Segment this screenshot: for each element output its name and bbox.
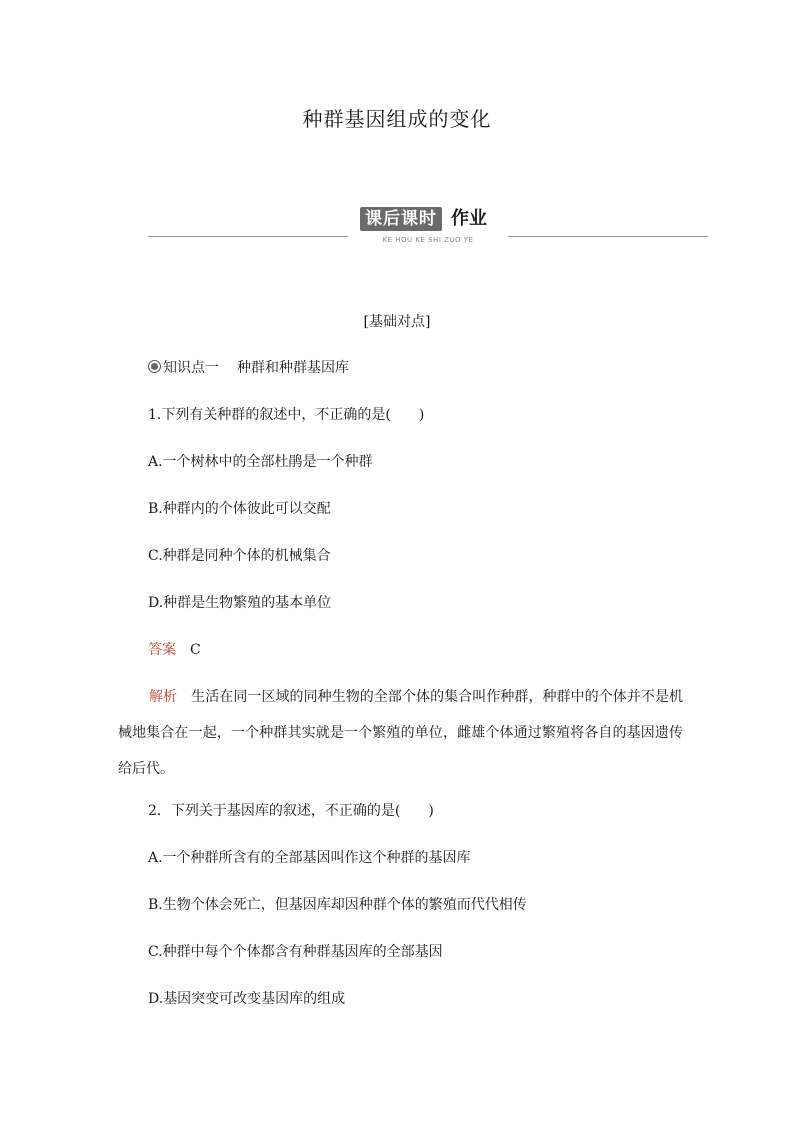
question-2-option-b: B.生物个体会死亡，但基因库却因种群个体的繁殖而代代相传 <box>148 897 527 913</box>
analysis-text: 生活在同一区域的同种生物的全部个体的集合叫作种群，种群中的个体并不是机械地集合在一起，一个种群其实就是一个繁殖的单位，雌雄个体通过繁殖将各自的基因遗传给后代。 <box>118 689 683 777</box>
answer-value: C <box>190 642 201 658</box>
question-2-stem: 2．下列关于基因库的叙述，不正确的是( ) <box>148 803 434 819</box>
question-1-stem: 1.下列有关种群的叙述中，不正确的是( ) <box>148 407 425 423</box>
knowledge-point-name: 种群和种群基因库 <box>237 360 349 376</box>
question-1-option-a: A.一个树林中的全部杜鹃是一个种群 <box>148 454 373 470</box>
section-label: [基础对点] <box>363 314 431 330</box>
knowledge-point-heading <box>148 357 349 377</box>
banner-badge: 课后课时 <box>360 207 442 231</box>
analysis-label: 解析 <box>149 689 178 705</box>
bullet-circle-icon <box>148 360 161 373</box>
banner-subtitle: KE HOU KE SHI ZUO YE <box>348 236 508 245</box>
homework-banner <box>148 205 708 245</box>
question-1-option-d: D.种群是生物繁殖的基本单位 <box>148 595 332 611</box>
question-1-option-b: B.种群内的个体彼此可以交配 <box>148 501 331 517</box>
banner-word: 作业 <box>451 208 487 229</box>
question-1-analysis <box>118 679 683 787</box>
answer-label: 答案 <box>148 642 176 658</box>
question-2-option-a: A.一个种群所含有的全部基因叫作这个种群的基因库 <box>148 850 471 866</box>
page-title: 种群基因组成的变化 <box>302 107 492 131</box>
question-2-option-c: C.种群中每个个体都含有种群基因库的全部基因 <box>148 944 443 960</box>
question-1-answer <box>148 639 201 659</box>
question-2-option-d: D.基因突变可改变基因库的组成 <box>148 991 346 1007</box>
knowledge-point-number: 知识点一 <box>163 360 219 376</box>
question-1-option-c: C.种群是同种个体的机械集合 <box>148 548 331 564</box>
